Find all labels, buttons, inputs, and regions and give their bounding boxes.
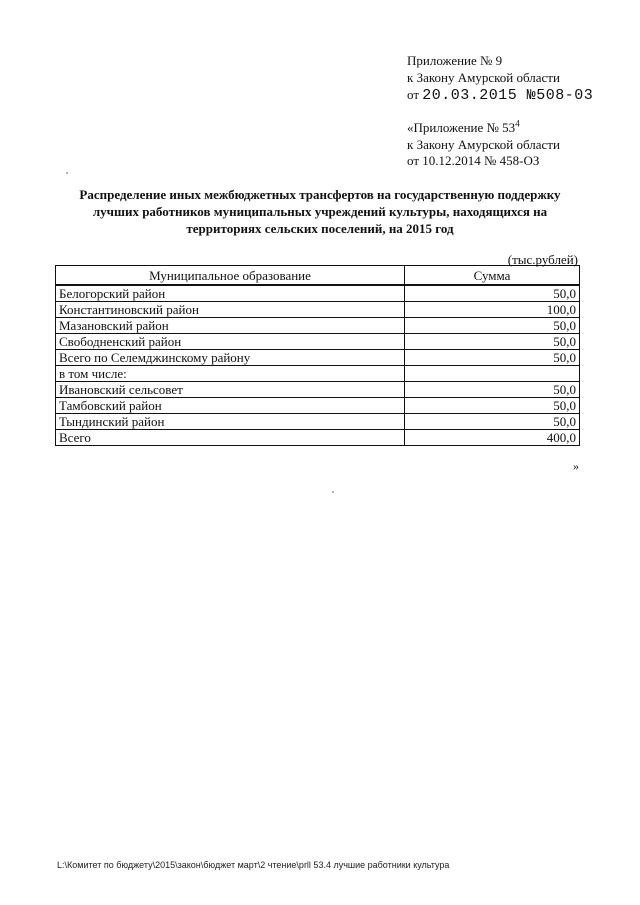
row-sum: 50,0 [405,318,580,334]
units-label: (тыс.рублей) [507,252,578,267]
table-row [56,398,580,414]
header-municipality: Муниципальное образование [56,266,405,286]
prior-law-date: от 10.12.2014 № 458-ОЗ [407,153,540,168]
scan-speck [66,172,68,174]
date-prefix: от [407,87,420,102]
prior-law-reference: к Закону Амурской области [407,137,560,152]
document-title [60,186,580,237]
scan-speck [332,491,334,493]
row-sum: 50,0 [405,285,580,302]
table-row-total [56,430,580,446]
title-line-1: Распределение иных межбюджетных трансфертов на государственную поддержку [79,187,561,202]
row-sum: 50,0 [405,398,580,414]
transfers-table [55,265,580,446]
row-sum: 50,0 [405,350,580,366]
row-sum [405,366,580,382]
row-sum: 100,0 [405,302,580,318]
table-row [56,366,580,382]
row-name: Мазановский район [56,318,405,334]
row-name: Ивановский сельсовет [56,382,405,398]
closing-quote: » [573,459,579,473]
table-row [56,318,580,334]
title-line-3: территориях сельских поселений, на 2015 год [186,221,454,236]
date-stamp: 20.03.2015 №508-03 [422,87,594,104]
row-sum: 50,0 [405,414,580,430]
row-name: Тамбовский район [56,398,405,414]
prior-appendix [407,119,520,136]
row-name: Всего [56,430,405,446]
table-row [56,414,580,430]
row-sum: 400,0 [405,430,580,446]
table-row [56,285,580,302]
law-reference: к Закону Амурской области [407,70,560,85]
appendix-number: Приложение № 9 [407,53,503,68]
footer-file-path: L:\Комитет по бюджету\2015\закон\бюджет март\2 чтение\prll 53.4 лучшие работники культура [57,860,450,870]
title-line-2: лучших работников муниципальных учреждений культуры, находящихся на [92,204,548,219]
table-row [56,334,580,350]
row-name: Всего по Селемджинскому району [56,350,405,366]
row-name: Белогорский район [56,285,405,302]
table-header-row [56,266,580,286]
prior-appendix-sup: 4 [515,118,520,129]
header-sum: Сумма [405,266,580,286]
row-sum: 50,0 [405,382,580,398]
table-row [56,382,580,398]
table-row [56,350,580,366]
row-name: в том числе: [56,366,405,382]
law-date-line [407,86,593,104]
prior-appendix-text: «Приложение № 53 [407,120,516,135]
row-sum: 50,0 [405,334,580,350]
table-row [56,302,580,318]
row-name: Свободненский район [56,334,405,350]
row-name: Тындинский район [56,414,405,430]
row-name: Константиновский район [56,302,405,318]
